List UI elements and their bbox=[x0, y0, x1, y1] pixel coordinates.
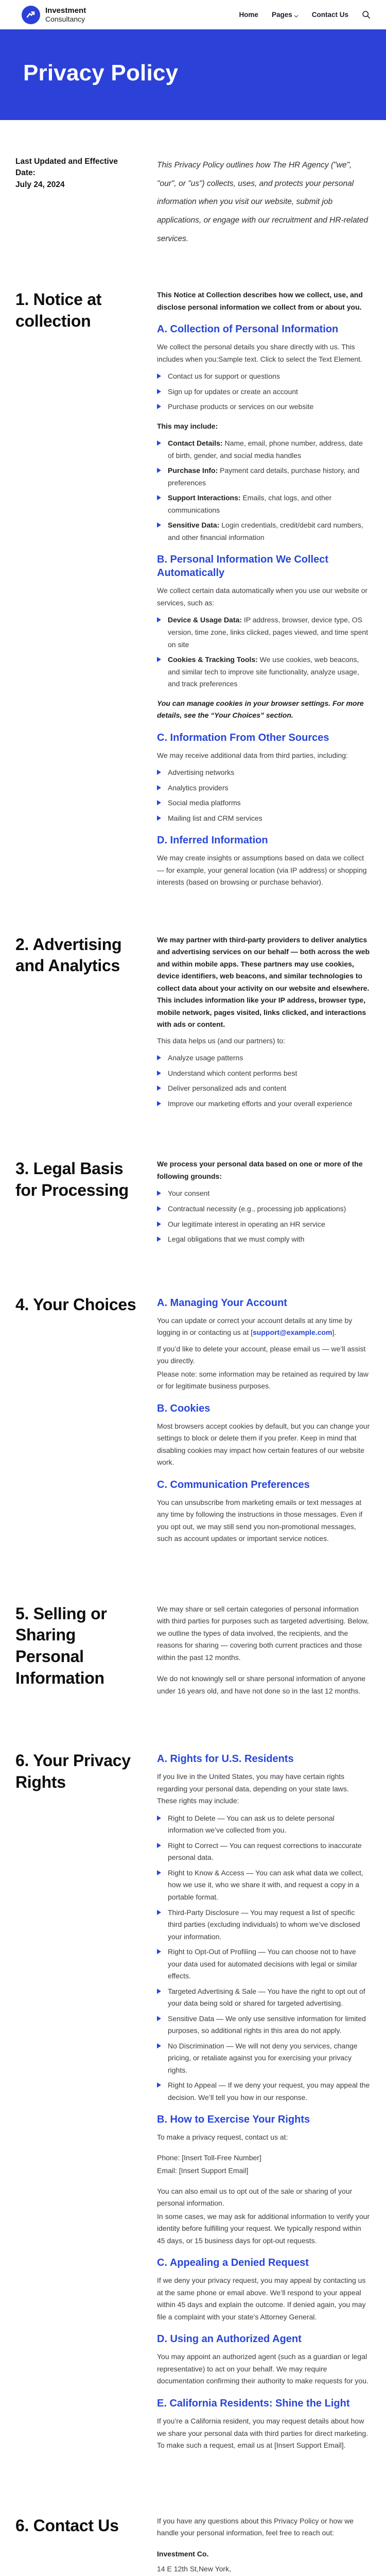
subheading: D. Using an Authorized Agent bbox=[157, 2333, 302, 2345]
list-item: Cookies & Tracking Tools: We use cookies, web beacons, and similar tech to improve site functionality, analyze usage, and track preferences bbox=[157, 654, 371, 690]
list-item: Our legitimate interest in operating an HR service bbox=[157, 1218, 371, 1231]
paragraph: If you have any questions about this Privacy Policy or how we handle your personal information, feel free to reach out: bbox=[157, 2516, 354, 2537]
section-contact-us bbox=[15, 2515, 371, 2576]
list-item: Right to Delete — You can ask us to delete personal information we’ve collected from you. bbox=[157, 1812, 371, 1837]
paragraph: You can unsubscribe from marketing emails or text messages at any time by following the instructions in those messages. Even if you opt out, we may still send you non-promotional messages, such as account updates or important service notices. bbox=[157, 1498, 363, 1543]
address-line1: 14 E 12th St,New York, bbox=[157, 2564, 231, 2573]
bullet-arrow-icon bbox=[157, 1191, 161, 1196]
subheading: C. Information From Other Sources bbox=[157, 732, 329, 743]
paragraph: We may partner with third-party providers to deliver analytics and advertising services on our behalf — both across the web and within mobile apps. These partners may use cookies, device identifiers, web beacons, and similar technologies to collect data about your activity on our website and elsewhere. This includes information like your IP address, browser type, mobile network, pages visited, links clicked, and interactions with ads or content. bbox=[157, 935, 370, 1029]
section-heading: 6. Your Privacy Rights bbox=[15, 1751, 131, 1791]
subheading: E. California Residents: Shine the Light bbox=[157, 2397, 350, 2409]
paragraph: Please note: some information may be retained as required by law or for legitimate business purposes. bbox=[157, 1369, 369, 1391]
paragraph: You can also email us to opt out of the sale or sharing of your personal information. bbox=[157, 2187, 353, 2208]
brand-line1: Investment bbox=[45, 6, 86, 15]
bullet-arrow-icon bbox=[157, 404, 161, 409]
bullet-arrow-icon bbox=[157, 468, 161, 473]
bullet-arrow-icon bbox=[157, 2082, 161, 2088]
paragraph: Most browsers accept cookies by default, but you can change your settings to block or delete them if you prefer. Keep in mind that disabling cookies may impact how certain features of our website work. bbox=[157, 1421, 370, 1467]
trend-up-arrow-icon bbox=[22, 6, 40, 24]
brand-line2: Consultancy bbox=[45, 15, 85, 24]
section-heading: 2. Advertising and Analytics bbox=[15, 935, 122, 975]
list-item: Purchase Info: Payment card details, purchase history, and preferences bbox=[157, 465, 371, 489]
nav-home[interactable]: Home bbox=[239, 11, 258, 19]
section-your-choices bbox=[15, 1294, 371, 1549]
bullet-arrow-icon bbox=[157, 1949, 161, 1954]
bullet-list bbox=[157, 767, 371, 824]
subheading: A. Collection of Personal Information bbox=[157, 324, 339, 335]
list-item: Support Interactions: Emails, chat logs, and other communications bbox=[157, 492, 371, 516]
list-item: Contact us for support or questions bbox=[157, 370, 371, 383]
section-notice-at-collection bbox=[15, 289, 371, 893]
bullet-arrow-icon bbox=[157, 1055, 161, 1060]
bullet-list bbox=[157, 1052, 371, 1110]
list-item: Device & Usage Data: IP address, browser, device type, OS version, time zone, links clicked, pages viewed, and time spent on site bbox=[157, 614, 371, 651]
section-heading: 1. Notice at collection bbox=[15, 290, 102, 330]
list-item: No Discrimination — We will not deny you services, change pricing, or retaliate against you for exercising your privacy rights. bbox=[157, 2040, 371, 2077]
paragraph: To make a privacy request, contact us at: bbox=[157, 2133, 288, 2142]
subheading: C. Communication Preferences bbox=[157, 1479, 310, 1490]
nav-contact-us[interactable]: Contact Us bbox=[311, 11, 348, 19]
last-updated-line1: Last Updated and Effective Date: bbox=[15, 157, 118, 178]
site-header bbox=[0, 0, 386, 29]
paragraph: In some cases, we may ask for additional information to verify your identity before fulfilling your request. We typically respond within 45 days, or 15 business days for opt-out requests. bbox=[157, 2212, 370, 2245]
list-item: Understand which content performs best bbox=[157, 1067, 371, 1080]
paragraph: We may receive additional data from third parties, including: bbox=[157, 751, 348, 759]
brand-logo[interactable] bbox=[22, 6, 86, 24]
section-selling-sharing bbox=[15, 1603, 371, 1702]
list-item: Right to Know & Access — You can ask what data we collect, how we use it, who we share it with, and request a copy in a portable format. bbox=[157, 1867, 371, 1904]
bullet-arrow-icon bbox=[157, 657, 161, 662]
list-item: Social media platforms bbox=[157, 797, 371, 809]
bullet-arrow-icon bbox=[157, 2016, 161, 2021]
section-heading: 3. Legal Basis for Processing bbox=[15, 1159, 129, 1200]
bullet-arrow-icon bbox=[157, 1870, 161, 1875]
bullet-arrow-icon bbox=[157, 1071, 161, 1076]
paragraph: This may include: bbox=[157, 421, 218, 430]
list-item: Legal obligations that we must comply with bbox=[157, 1233, 371, 1246]
chevron-down-icon bbox=[294, 12, 299, 17]
main-nav bbox=[239, 10, 371, 19]
paragraph: This data helps us (and our partners) to: bbox=[157, 1036, 286, 1045]
section-heading: 5. Selling or Sharing Personal Information bbox=[15, 1604, 107, 1687]
paragraph: If you live in the United States, you may have certain rights regarding your personal data, depending on your state laws. These rights may include: bbox=[157, 1772, 349, 1805]
list-item: Your consent bbox=[157, 1188, 371, 1200]
subheading: B. Cookies bbox=[157, 1402, 210, 1414]
subheading: B. How to Exercise Your Rights bbox=[157, 2114, 310, 2126]
bullet-arrow-icon bbox=[157, 522, 161, 528]
list-item: Sensitive Data: Login credentials, credit/debit card numbers, and other financial information bbox=[157, 519, 371, 544]
section-heading: 6. Contact Us bbox=[15, 2516, 119, 2535]
subheading: B. Personal Information We Collect Automatically bbox=[157, 554, 329, 579]
nav-pages[interactable] bbox=[272, 11, 299, 19]
list-item: Deliver personalized ads and content bbox=[157, 1082, 371, 1095]
subheading: A. Rights for U.S. Residents bbox=[157, 1753, 294, 1765]
bullet-arrow-icon bbox=[157, 1910, 161, 1915]
nav-pages-label: Pages bbox=[271, 11, 292, 19]
list-item: Sign up for updates or create an account bbox=[157, 386, 371, 398]
bullet-arrow-icon bbox=[157, 816, 161, 821]
company-name: Investment Co. bbox=[157, 2549, 209, 2558]
bullet-arrow-icon bbox=[157, 374, 161, 379]
bullet-list bbox=[157, 437, 371, 544]
support-email-link[interactable]: support@example.com bbox=[253, 1328, 332, 1337]
list-item: Analytics providers bbox=[157, 782, 371, 794]
subheading: C. Appealing a Denied Request bbox=[157, 2257, 309, 2269]
search-icon[interactable] bbox=[362, 10, 371, 19]
subheading: D. Inferred Information bbox=[157, 835, 268, 846]
bullet-arrow-icon bbox=[157, 389, 161, 394]
paragraph: We process your personal data based on one or more of the following grounds: bbox=[157, 1160, 363, 1180]
list-item: Third-Party Disclosure — You may request a list of specific third parties (excluding individuals) to whom we’ve disclosed your information. bbox=[157, 1907, 371, 1943]
intro-section bbox=[15, 156, 371, 248]
bullet-arrow-icon bbox=[157, 2043, 161, 2048]
paragraph: We may share or sell certain categories of personal information with third parties for purposes such as targeted advertising. Below, we outline the types of data involved, the recipients, and the reasons for sharing — covering both current practices and those within the past 12 months. bbox=[157, 1604, 369, 1662]
list-item: Analyze usage patterns bbox=[157, 1052, 371, 1064]
list-item: Sensitive Data — We only use sensitive information for limited purposes, so additional rights in this area do not apply. bbox=[157, 2013, 371, 2037]
last-updated-date: July 24, 2024 bbox=[15, 180, 65, 189]
section-legal-basis bbox=[15, 1158, 371, 1252]
paragraph: Email: [Insert Support Email] bbox=[157, 2166, 249, 2175]
bullet-arrow-icon bbox=[157, 440, 161, 446]
list-item: Mailing list and CRM services bbox=[157, 812, 371, 825]
list-item: Contractual necessity (e.g., processing job applications) bbox=[157, 1203, 371, 1215]
bullet-arrow-icon bbox=[157, 1206, 161, 1211]
list-item: Right to Opt-Out of Profiling — You can choose not to have your data used for automated decisions with legal or similar effects. bbox=[157, 1946, 371, 1982]
list-item: Right to Appeal — If we deny your request, you may appeal the decision. We’ll tell you how in our response. bbox=[157, 2079, 371, 2104]
bullet-arrow-icon bbox=[157, 1222, 161, 1227]
bullet-arrow-icon bbox=[157, 770, 161, 775]
paragraph: We do not knowingly sell or share personal information of anyone under 16 years old, and have not done so in the last 12 months. bbox=[157, 1674, 366, 1695]
bullet-arrow-icon bbox=[157, 1101, 161, 1106]
bullet-arrow-icon bbox=[157, 1843, 161, 1848]
paragraph: If you’re a California resident, you may request details about how we share your personal data with third parties for direct marketing. To make such a request, email us at [Insert Support Email]. bbox=[157, 2416, 369, 2450]
bullet-list bbox=[157, 370, 371, 413]
paragraph: You can update or correct your account details at any time by logging in or contacting us at [support@example.com]. bbox=[157, 1316, 353, 1337]
list-item: Purchase products or services on our website bbox=[157, 401, 371, 413]
bullet-arrow-icon bbox=[157, 495, 161, 500]
paragraph: Phone: [Insert Toll-Free Number] bbox=[157, 2153, 261, 2162]
paragraph: We collect certain data automatically when you use our website or services, such as: bbox=[157, 586, 368, 607]
bullet-arrow-icon bbox=[157, 617, 161, 622]
bullet-arrow-icon bbox=[157, 800, 161, 805]
section-heading: 4. Your Choices bbox=[15, 1295, 136, 1314]
bullet-arrow-icon bbox=[157, 1989, 161, 1994]
hero-banner bbox=[0, 29, 386, 120]
paragraph: If you’d like to delete your account, please email us — we’ll assist you directly. bbox=[157, 1344, 366, 1365]
bullet-arrow-icon bbox=[157, 1816, 161, 1821]
list-item: Advertising networks bbox=[157, 767, 371, 779]
page-title: Privacy Policy bbox=[23, 60, 179, 86]
cookies-note: You can manage cookies in your browser settings. For more details, see the “Your Choices” section. bbox=[157, 699, 364, 720]
paragraph: We may create insights or assumptions based on data we collect — for example, your general location (via IP address) or shopping interests (based on browsing or purchase behavior). bbox=[157, 854, 367, 887]
list-item: Contact Details: Name, email, phone number, address, date of birth, gender, and social media handles bbox=[157, 437, 371, 462]
section-advertising-analytics bbox=[15, 934, 371, 1117]
bullet-list bbox=[157, 1188, 371, 1245]
bullet-list bbox=[157, 614, 371, 690]
paragraph: We collect the personal details you share directly with us. This includes when you:Sample text. Click to select the Text Element. bbox=[157, 343, 362, 363]
bullet-arrow-icon bbox=[157, 785, 161, 790]
bullet-arrow-icon bbox=[157, 1086, 161, 1091]
paragraph: You may appoint an authorized agent (such as a guardian or legal representative) to act on your behalf. We may require documentation confirming their authority to make requests for you. bbox=[157, 2352, 369, 2385]
paragraph: If we deny your privacy request, you may appeal by contacting us at the same phone or email above. We’ll respond to your appeal within 45 days and explain the outcome. If denied again, you may file a complaint with your state’s Attorney General. bbox=[157, 2276, 366, 2321]
policy-summary: This Privacy Policy outlines how The HR Agency ("we", "our", or "us") collects, uses, and protects your personal information when you visit our website, submit job applications, or engage with our recruitment and HR-related services. bbox=[157, 161, 369, 243]
list-item: Targeted Advertising & Sale — You have the right to opt out of your data being sold or shared for targeted advertising. bbox=[157, 1986, 371, 2010]
subheading: A. Managing Your Account bbox=[157, 1297, 287, 1309]
list-item: Right to Correct — You can request corrections to inaccurate personal data. bbox=[157, 1840, 371, 1864]
paragraph: This Notice at Collection describes how we collect, use, and disclose personal information we collect from or about you. bbox=[157, 291, 363, 311]
contact-details bbox=[157, 2547, 371, 2576]
section-privacy-rights bbox=[15, 1750, 371, 2455]
list-item: Improve our marketing efforts and your overall experience bbox=[157, 1098, 371, 1110]
bullet-list bbox=[157, 1812, 371, 2104]
last-updated-label bbox=[15, 156, 136, 248]
bullet-arrow-icon bbox=[157, 1236, 161, 1242]
